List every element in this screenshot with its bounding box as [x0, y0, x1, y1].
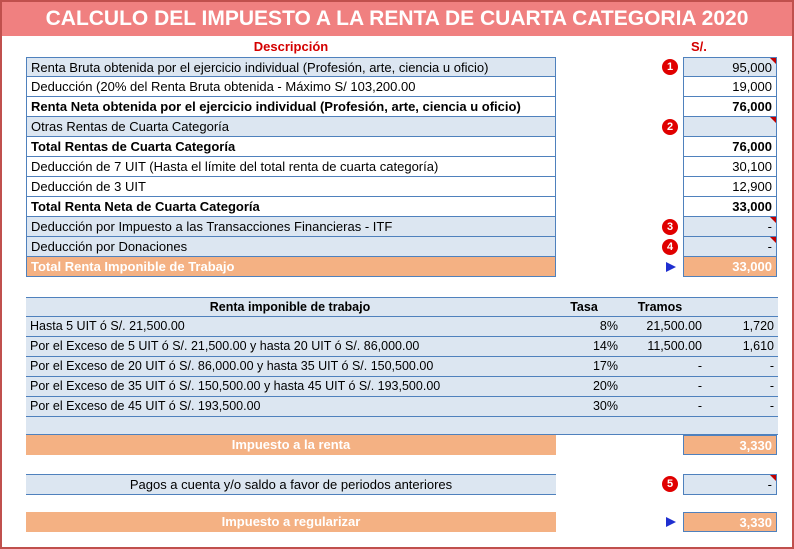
tax-table-header: [26, 297, 778, 317]
row-deduction-20-label: Deducción (20% del Renta Bruta obtenida - Máximo S/ 103,200.00: [26, 77, 556, 97]
deduction-20-value: 19,000: [683, 77, 777, 97]
table-row: Hasta 5 UIT ó S/. 21,500.00 8% 21,500.00 1,720: [26, 317, 778, 337]
table-row: Por el Exceso de 20 UIT ó S/. 86,000.00 y hasta 35 UIT ó S/. 150,500.00 17% - -: [26, 357, 778, 377]
row-taxable-income-label: Total Renta Imponible de Trabajo: [26, 257, 556, 277]
arrow-right-icon: [666, 262, 676, 272]
table-row: Por el Exceso de 5 UIT ó S/. 21,500.00 y hasta 20 UIT ó S/. 86,000.00 14% 11,500.00 1,610: [26, 337, 778, 357]
donations-input[interactable]: -: [683, 237, 777, 257]
row-deduction-3uit-label: Deducción de 3 UIT: [26, 177, 556, 197]
bracket-header: Tramos: [637, 300, 683, 314]
rate-header: Tasa: [570, 300, 598, 314]
taxable-income-value: 33,000: [683, 257, 777, 277]
itf-input[interactable]: -: [683, 217, 777, 237]
deduction-3uit-value: 12,900: [683, 177, 777, 197]
comment-marker-icon: [770, 58, 776, 64]
deduction-7uit-value: 30,100: [683, 157, 777, 177]
total-net-value: 33,000: [683, 197, 777, 217]
note-badge-2: 2: [662, 119, 678, 135]
net-income-value: 76,000: [683, 97, 777, 117]
description-header: Descripción: [253, 39, 329, 54]
comment-marker-icon: [770, 117, 776, 123]
payments-input[interactable]: -: [683, 474, 777, 495]
table-row: Por el Exceso de 35 UIT ó S/. 150,500.00 y hasta 45 UIT ó S/. 193,500.00 20% - -: [26, 377, 778, 397]
comment-marker-icon: [770, 237, 776, 243]
row-deduction-7uit-label: Deducción de 7 UIT (Hasta el límite del total renta de cuarta categoría): [26, 157, 556, 177]
row-total-net-label: Total Renta Neta de Cuarta Categoría: [26, 197, 556, 217]
note-badge-4: 4: [662, 239, 678, 255]
row-other-income-label: Otras Rentas de Cuarta Categoría: [26, 117, 556, 137]
row-donations-label: Deducción por Donaciones: [26, 237, 556, 257]
income-tax-label: Impuesto a la renta: [26, 435, 556, 455]
income-tax-value: 3,330: [683, 435, 777, 455]
note-badge-5: 5: [662, 476, 678, 492]
table-row-empty: [26, 417, 778, 435]
gross-income-input[interactable]: 95,000: [683, 57, 777, 77]
other-income-input[interactable]: [683, 117, 777, 137]
row-itf-label: Deducción por Impuesto a las Transacciones Financieras - ITF: [26, 217, 556, 237]
tax-to-settle-label: Impuesto a regularizar: [26, 512, 556, 532]
page-title: CALCULO DEL IMPUESTO A LA RENTA DE CUARTA CATEGORIA 2020: [2, 2, 792, 36]
total-income-value: 76,000: [683, 137, 777, 157]
tax-to-settle-value: 3,330: [683, 512, 777, 532]
note-badge-3: 3: [662, 219, 678, 235]
note-badge-1: 1: [662, 59, 678, 75]
row-total-income-label: Total Rentas de Cuarta Categoría: [26, 137, 556, 157]
comment-marker-icon: [770, 217, 776, 223]
comment-marker-icon: [770, 475, 776, 481]
arrow-right-icon: [666, 517, 676, 527]
concept-header: Renta imponible de trabajo: [209, 300, 371, 314]
payments-label: Pagos a cuenta y/o saldo a favor de periodos anteriores: [26, 474, 556, 495]
table-row: Por el Exceso de 45 UIT ó S/. 193,500.00 30% - -: [26, 397, 778, 417]
row-net-income-label: Renta Neta obtenida por el ejercicio individual (Profesión, arte, ciencia u oficio): [26, 97, 556, 117]
row-gross-income-label: Renta Bruta obtenida por el ejercicio individual (Profesión, arte, ciencia u oficio): [26, 57, 556, 77]
currency-header: S/.: [691, 39, 707, 54]
